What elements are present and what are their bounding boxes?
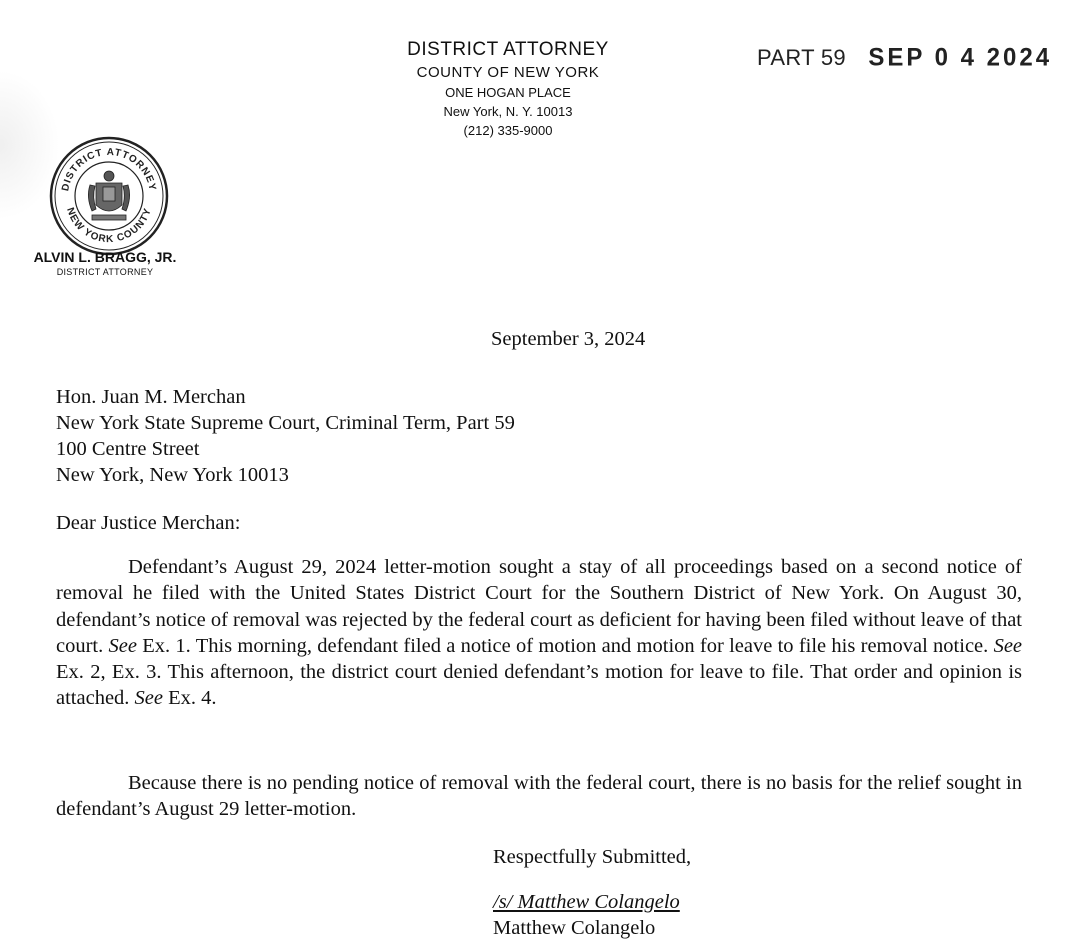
paragraph-1-text-c: Ex. 2, Ex. 3. This afternoon, the district court denied defendant’s motion for leave to file. That order and opinion is attached. [56, 661, 1022, 710]
see-citation-3: See [134, 687, 163, 710]
paragraph-1-text-d: Ex. 4. [163, 687, 217, 710]
body-paragraph-2: Because there is no pending notice of removal with the federal court, there is no basis for the relief sought in defendant’s August 29 letter-motion. [56, 772, 1022, 821]
stamp-part: PART 59 [757, 45, 846, 70]
closing: Respectfully Submitted, [493, 846, 692, 868]
district-attorney-title: DISTRICT ATTORNEY [56, 267, 154, 277]
stamp-date: SEP 0 4 2024 [868, 43, 1053, 72]
paragraph-1-text-b: Ex. 1. This morning, defendant filed a notice of motion and motion for leave to file his removal notice. [136, 634, 994, 657]
letterhead-city: New York, N. Y. 10013 [443, 104, 573, 119]
svg-text:NEW YORK COUNTY [64, 206, 154, 245]
see-citation-1: See [108, 634, 137, 657]
recipient-court: New York State Supreme Court, Criminal Term, Part 59 [56, 412, 515, 434]
signer-name: Matthew Colangelo [493, 917, 656, 939]
paragraph-1-text-a: Defendant’s August 29, 2024 letter-motion sought a stay of all proceedings based on a second notice of removal he filed with the United States District Court for the Southern District of New York. On August 30, defendant’s notice of removal was rejected by the federal court as deficient for having been filed without leave of that court. [56, 556, 1022, 657]
recipient-city: New York, New York 10013 [56, 464, 289, 486]
letterhead-office: DISTRICT ATTORNEY [407, 39, 609, 60]
district-attorney-seal-icon [48, 135, 170, 257]
recipient-address [56, 384, 515, 488]
district-attorney-name: ALVIN L. BRAGG, JR. [33, 249, 177, 265]
signature: /s/ Matthew Colangelo [493, 891, 680, 913]
salutation: Dear Justice Merchan: [56, 512, 241, 534]
see-citation-2: See [993, 634, 1023, 657]
recipient-name: Hon. Juan M. Merchan [56, 386, 246, 408]
seal-top-text: DISTRICT ATTORNEY [60, 146, 158, 193]
seal-bottom-text: NEW YORK COUNTY [64, 206, 154, 246]
letterhead-county: COUNTY OF NEW YORK [416, 64, 600, 81]
letterhead-phone: (212) 335-9000 [463, 123, 553, 138]
recipient-street: 100 Centre Street [56, 438, 200, 460]
letterhead-street: ONE HOGAN PLACE [445, 85, 571, 100]
district-attorney-block [10, 248, 200, 278]
received-stamp [757, 44, 1052, 72]
letter-date: September 3, 2024 [491, 328, 646, 350]
body-paragraph-1 [56, 554, 1022, 712]
